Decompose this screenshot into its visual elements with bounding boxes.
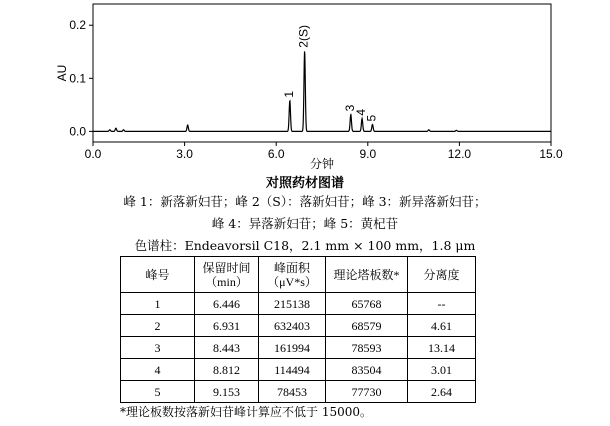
table-cell: 65768 bbox=[326, 293, 408, 315]
table-cell: 1 bbox=[121, 293, 195, 315]
header-peak-area: 峰面积 （μV*s） bbox=[259, 257, 326, 293]
table-cell: 5 bbox=[121, 381, 195, 403]
y-tick-label: 0.0 bbox=[69, 124, 86, 139]
peak-label: 4 bbox=[354, 108, 369, 116]
table-row bbox=[121, 381, 476, 403]
table-cell: 68579 bbox=[326, 315, 408, 337]
table-cell: -- bbox=[408, 293, 476, 315]
table-cell: 77730 bbox=[326, 381, 408, 403]
header-resolution: 分离度 bbox=[408, 257, 476, 293]
x-tick-label: 0.0 bbox=[84, 147, 102, 161]
x-tick-label: 9.0 bbox=[359, 147, 377, 161]
table-cell: 8.812 bbox=[195, 359, 259, 381]
table-cell: 2.64 bbox=[408, 381, 476, 403]
header-peak-number: 峰号 bbox=[121, 257, 195, 293]
table-row bbox=[121, 337, 476, 359]
peak-label: 3 bbox=[342, 104, 357, 112]
x-tick-label: 3.0 bbox=[176, 147, 193, 161]
table-cell: 6.931 bbox=[195, 315, 259, 337]
footnote: *理论板数按落新妇苷峰计算应不低于 15000。 bbox=[120, 405, 372, 419]
plot-frame bbox=[93, 4, 551, 142]
table-cell: 78593 bbox=[326, 337, 408, 359]
peak-legend-line-2: 峰 4：异落新妇苷；峰 5：黄杞苷 bbox=[211, 216, 399, 231]
header-theoretical-plates: 理论塔板数* bbox=[326, 257, 408, 293]
chromatogram-trace bbox=[93, 51, 551, 131]
peak-label: 1 bbox=[281, 90, 296, 98]
peak-legend-line-1: 峰 1：新落新妇苷；峰 2（S）：落新妇苷；峰 3：新异落新妇苷； bbox=[123, 194, 487, 209]
table-row bbox=[121, 359, 476, 381]
table-cell: 4.61 bbox=[408, 315, 476, 337]
table-row bbox=[121, 293, 476, 315]
figure-title: 对照药材图谱 bbox=[265, 176, 344, 191]
table-cell: 2 bbox=[121, 315, 195, 337]
table-cell: 8.443 bbox=[195, 337, 259, 359]
table-cell: 6.446 bbox=[195, 293, 259, 315]
table-header-row bbox=[121, 257, 476, 293]
table-cell: 78453 bbox=[259, 381, 326, 403]
table-cell: 215138 bbox=[259, 293, 326, 315]
y-axis-label: AU bbox=[55, 64, 69, 82]
chromatogram bbox=[0, 0, 610, 172]
x-tick-label: 6.0 bbox=[267, 147, 285, 161]
table-cell: 13.14 bbox=[408, 337, 476, 359]
table-cell: 83504 bbox=[326, 359, 408, 381]
peak-label: 2(S) bbox=[296, 25, 311, 48]
peak-table bbox=[120, 256, 476, 403]
peak-label: 5 bbox=[364, 114, 379, 122]
table-cell: 3 bbox=[121, 337, 195, 359]
x-tick-label: 12.0 bbox=[447, 147, 472, 161]
x-axis-label: 分钟 bbox=[309, 157, 335, 171]
table-cell: 632403 bbox=[259, 315, 326, 337]
table-cell: 9.153 bbox=[195, 381, 259, 403]
table-cell: 161994 bbox=[259, 337, 326, 359]
x-tick-label: 15.0 bbox=[539, 147, 563, 161]
y-tick-label: 0.2 bbox=[69, 18, 86, 33]
table-cell: 3.01 bbox=[408, 359, 476, 381]
column-info: 色谱柱：Endeavorsil C18，2.1 mm × 100 mm，1.8 μm bbox=[134, 238, 476, 253]
table-cell: 114494 bbox=[259, 359, 326, 381]
y-tick-label: 0.1 bbox=[69, 71, 86, 86]
table-row bbox=[121, 315, 476, 337]
table-cell: 4 bbox=[121, 359, 195, 381]
header-retention-time: 保留时间 （min） bbox=[195, 257, 259, 293]
